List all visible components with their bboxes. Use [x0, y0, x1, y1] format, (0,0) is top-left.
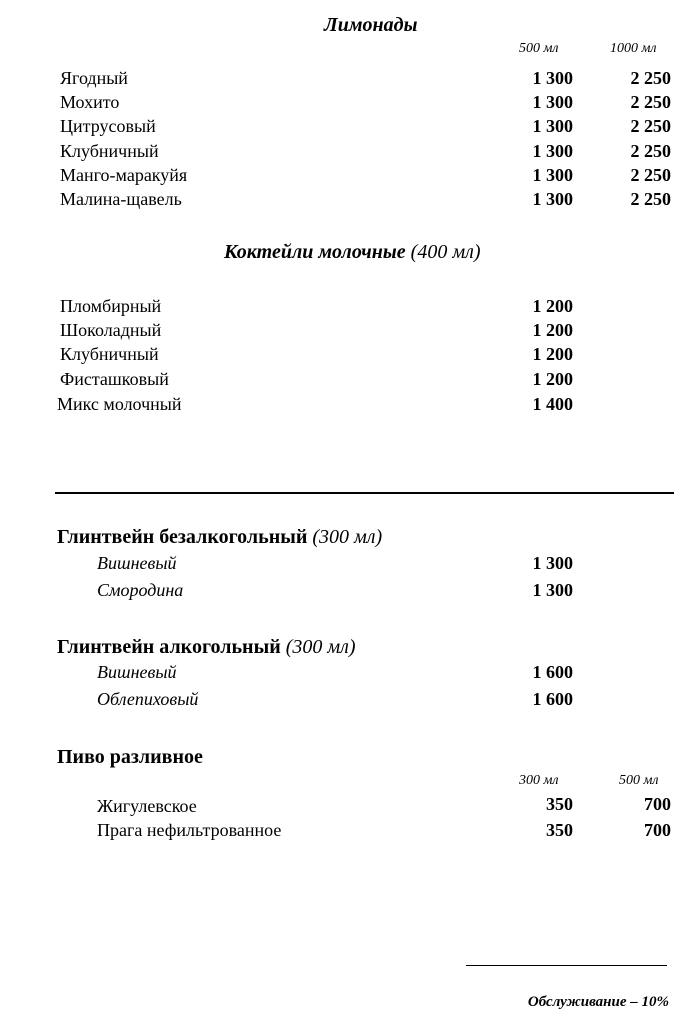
list-item-name: Фисташковый — [60, 369, 169, 389]
list-item-price-1000: 2 250 — [630, 165, 671, 185]
section-divider — [55, 492, 674, 494]
milkshakes-title-text: Коктейли молочные — [224, 241, 406, 263]
list-item-name: Цитрусовый — [60, 116, 156, 136]
list-item-price-500: 1 300 — [532, 92, 573, 112]
list-item-price: 1 300 — [532, 553, 573, 573]
list-item-price: 1 300 — [532, 580, 573, 600]
list-item-price-500: 1 300 — [532, 116, 573, 136]
list-item-price: 1 200 — [532, 296, 573, 316]
list-item-price-300: 350 — [546, 794, 573, 814]
list-item-name: Микс молочный — [57, 394, 182, 414]
list-item-name: Малина-щавель — [60, 189, 182, 209]
mulled-nonalc-title — [57, 526, 382, 549]
milkshakes-volume: (400 мл) — [410, 241, 481, 263]
list-item-price-1000: 2 250 — [630, 92, 671, 112]
list-item-price-1000: 2 250 — [630, 189, 671, 209]
beer-title: Пиво разливное — [57, 746, 203, 768]
list-item-price: 1 600 — [532, 662, 573, 682]
list-item-name: Шоколадный — [60, 320, 162, 340]
list-item-name: Вишневый — [97, 553, 177, 573]
footer-rule — [466, 965, 667, 966]
lemonades-col-500: 500 мл — [519, 41, 559, 56]
list-item-name: Прага нефильтрованное — [97, 820, 282, 840]
list-item-name: Клубничный — [60, 141, 159, 161]
list-item-price-500: 1 300 — [532, 189, 573, 209]
service-charge: Обслуживание – 10% — [527, 994, 669, 1010]
list-item-price: 1 400 — [532, 394, 573, 414]
list-item-price-500: 700 — [644, 820, 671, 840]
milkshakes-title — [224, 241, 480, 264]
list-item-name: Ягодный — [60, 68, 128, 88]
list-item-name: Манго-маракуйя — [60, 165, 188, 185]
list-item-price-500: 1 300 — [532, 165, 573, 185]
list-item-name: Облепиховый — [97, 689, 199, 709]
list-item-price-1000: 2 250 — [630, 141, 671, 161]
beer-col-500: 500 мл — [619, 773, 659, 788]
mulled-alc-title-text: Глинтвейн алкогольный — [57, 636, 281, 658]
list-item-name: Вишневый — [97, 662, 177, 682]
list-item-price: 1 200 — [532, 320, 573, 340]
list-item-price: 1 600 — [532, 689, 573, 709]
list-item-price-500: 1 300 — [532, 141, 573, 161]
list-item-price-500: 700 — [644, 794, 671, 814]
list-item-price-500: 1 300 — [532, 68, 573, 88]
list-item-price-1000: 2 250 — [630, 68, 671, 88]
list-item-name: Мохито — [60, 92, 120, 112]
list-item-price: 1 200 — [532, 369, 573, 389]
list-item-name: Пломбирный — [60, 296, 162, 316]
mulled-nonalc-volume: (300 мл) — [312, 526, 383, 548]
list-item-price-300: 350 — [546, 820, 573, 840]
list-item-name: Смородина — [97, 580, 184, 600]
beer-col-300: 300 мл — [519, 773, 559, 788]
list-item-price-1000: 2 250 — [630, 116, 671, 136]
list-item-price: 1 200 — [532, 344, 573, 364]
list-item-name: Клубничный — [60, 344, 159, 364]
lemonades-col-1000: 1000 мл — [610, 41, 657, 56]
mulled-alc-title — [57, 636, 356, 659]
list-item-name: Жигулевское — [97, 796, 197, 816]
mulled-nonalc-title-text: Глинтвейн безалкогольный — [57, 526, 308, 548]
lemonades-title: Лимонады — [324, 14, 418, 36]
mulled-alc-volume: (300 мл) — [285, 636, 356, 658]
